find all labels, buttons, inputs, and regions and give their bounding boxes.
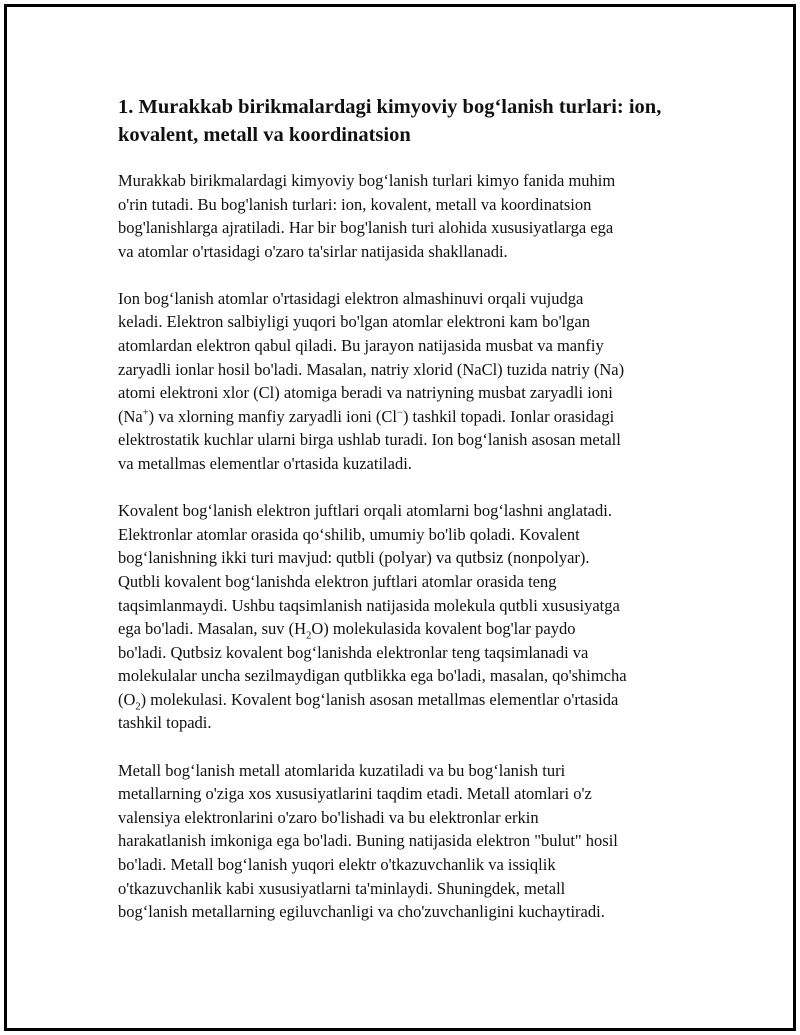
document-body: [118, 93, 684, 947]
text-line: elektrostatik kuchlar ularni birga ushlab turadi. Ion bog‘lanish asosan metall: [118, 430, 621, 450]
paragraph-intro: [118, 169, 684, 263]
section-heading: [118, 93, 684, 149]
text-line-oxygen: [118, 688, 684, 712]
text-line: Ion bog‘lanish atomlar o'rtasidagi elektron almashinuvi orqali vujudga: [118, 288, 584, 308]
text-line: atomi elektroni xlor (Cl) atomiga beradi va natriyning musbat zaryadli ioni: [118, 383, 613, 403]
text-line: Murakkab birikmalardagi kimyoviy bog‘lanish turlari kimyo fanida muhim: [118, 171, 616, 190]
subscript: 2: [135, 701, 141, 713]
text-line: Metall bog‘lanish metall atomlarida kuzatiladi va bu bog‘lanish turi: [118, 760, 566, 780]
text-fragment: ega bo'ladi. Masalan, suv (H: [118, 619, 307, 639]
text-line: bog‘lanishning ikki turi mavjud: qutbli (polyar) va qutbsiz (nonpolyar).: [118, 548, 590, 568]
text-line: zaryadli ionlar hosil bo'ladi. Masalan, natriy xlorid (NaCl) tuzida natriy (Na): [118, 359, 625, 379]
text-fragment: ) molekulasi. Kovalent bog‘lanish asosan metallmas elementlar o'rtasida: [140, 689, 619, 709]
text-fragment: (O: [118, 689, 136, 709]
text-line: bog‘lanish metallarning egiluvchanligi va cho'zuvchanligini kuchaytiradi.: [118, 902, 605, 922]
text-line: tashkil topadi.: [118, 713, 212, 733]
charge-superscript: +: [142, 407, 149, 419]
text-line: metallarning o'ziga xos xususiyatlarini taqdim etadi. Metall atomlari o'z: [118, 784, 592, 804]
text-fragment: ) va xlorning manfiy zaryadli ioni (Cl: [148, 406, 398, 426]
text-line: molekulalar uncha sezilmaydigan qutblikka ega bo'ladi, masalan, qo'shimcha: [118, 666, 627, 686]
text-line: Elektronlar atomlar orasida qo‘shilib, umumiy bo'lib qoladi. Kovalent: [118, 524, 580, 544]
text-line: bo'ladi. Metall bog‘lanish yuqori elektr o'tkazuvchanlik va issiqlik: [118, 854, 556, 874]
subscript: 2: [306, 630, 312, 642]
text-line: harakatlanish imkoniga ega bo'ladi. Buning natijasida elektron "bulut" hosil: [118, 831, 618, 851]
text-fragment: ) tashkil topadi. Ionlar orasidagi: [402, 406, 615, 426]
text-line: valensiya elektronlarini o'zaro bo'lishadi va bu elektronlar erkin: [118, 807, 539, 827]
text-fragment: O) molekulasida kovalent bog'lar paydo: [311, 619, 576, 639]
paragraph-metallic-bond: [118, 759, 684, 924]
text-line: o'rin tutadi. Bu bog'lanish turlari: ion, kovalent, metall va koordinatsion: [118, 194, 592, 214]
text-line: va atomlar o'rtasidagi o'zaro ta'sirlar natijasida shakllanadi.: [118, 241, 508, 261]
text-line: Qutbli kovalent bog‘lanishda elektron juftlari atomlar orasida teng: [118, 571, 557, 591]
heading-line: kovalent, metall va koordinatsion: [118, 124, 411, 146]
text-line: va metallmas elementlar o'rtasida kuzatiladi.: [118, 454, 412, 474]
text-line: bog'lanishlarga ajratiladi. Har bir bog'lanish turi alohida xususiyatlarga ega: [118, 218, 614, 238]
paragraph-ion-bond: [118, 287, 684, 476]
text-line: keladi. Elektron salbiyligi yuqori bo'lgan atomlar elektroni kam bo'lgan: [118, 312, 590, 332]
text-line-ions: [118, 405, 684, 429]
charge-superscript: −: [397, 407, 403, 419]
text-line-water: [118, 617, 684, 641]
text-line: taqsimlanmaydi. Ushbu taqsimlanish natijasida molekula qutbli xususiyatga: [118, 595, 620, 615]
text-fragment: (Na: [118, 406, 143, 426]
text-line: bo'ladi. Qutbsiz kovalent bog‘lanishda elektronlar teng taqsimlanadi va: [118, 642, 589, 662]
text-line: Kovalent bog‘lanish elektron juftlari orqali atomlarni bog‘lashni anglatadi.: [118, 501, 612, 521]
text-line: atomlardan elektron qabul qiladi. Bu jarayon natijasida musbat va manfiy: [118, 336, 604, 356]
text-line: o'tkazuvchanlik kabi xususiyatlarni ta'minlaydi. Shuningdek, metall: [118, 878, 566, 898]
heading-line: 1. Murakkab birikmalardagi kimyoviy bog‘lanish turlari: ion,: [118, 96, 662, 118]
paragraph-covalent-bond: [118, 499, 684, 735]
